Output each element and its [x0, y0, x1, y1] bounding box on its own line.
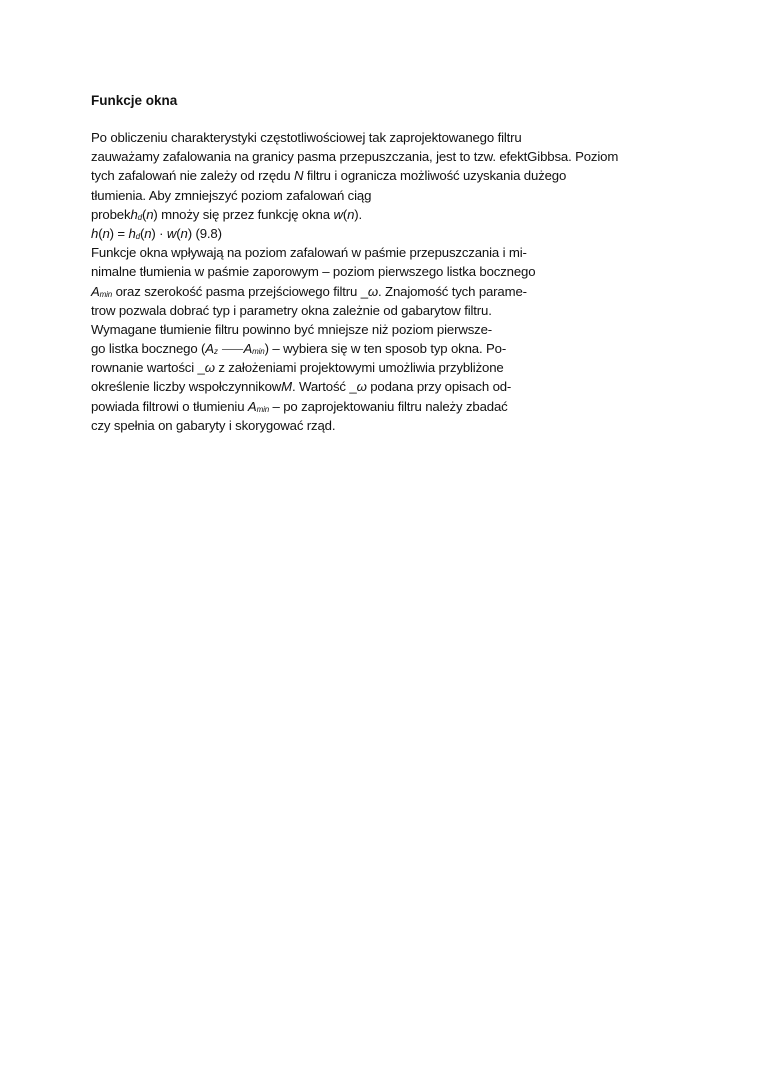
text-run: rownanie wartości _ [91, 360, 205, 376]
text-run: h [130, 206, 138, 222]
text-run: określenie liczby wspołczynnikow [91, 379, 282, 395]
text-run: zauważamy zafalowania na granicy pasma przepuszczania, jest to tzw. efektGibbsa. Poziom [91, 149, 619, 165]
text-line [91, 224, 691, 243]
text-run: – po zaprojektowaniu filtru należy zbadać [269, 398, 508, 414]
text-run: w [166, 225, 177, 241]
text-line [91, 377, 691, 396]
text-run: ω [356, 379, 367, 395]
text-run: czy spełnia on gabaryty i skorygować rząd. [91, 417, 336, 433]
text-run: n [180, 225, 188, 241]
text-run: tych zafalowań nie zależy od rzędu [91, 168, 294, 184]
text-line [91, 339, 691, 358]
text-run: ω [204, 360, 215, 376]
text-run: ) · [151, 225, 167, 241]
text-run: ⸺ [217, 341, 244, 357]
text-run: probek [91, 206, 131, 222]
subscript: min [99, 289, 113, 299]
text-line [91, 205, 691, 224]
text-run: Wymagane tłumienie filtru powinno być mniejsze niż poziom pierwsze- [91, 321, 493, 337]
text-run: A [243, 341, 253, 357]
text-run: A [205, 341, 214, 357]
text-run: w [333, 206, 343, 222]
subscript: min [252, 347, 265, 357]
section-heading: Funkcje okna [91, 93, 178, 108]
text-run: podana przy opisach od- [366, 379, 512, 395]
text-line [91, 282, 691, 301]
text-run: ( [139, 225, 145, 241]
text-line [91, 416, 691, 435]
text-run: ). [354, 206, 363, 222]
text-line [91, 128, 691, 147]
text-line [91, 186, 691, 205]
text-run: A [247, 398, 257, 414]
text-run: ( [176, 225, 181, 241]
text-line [91, 397, 691, 416]
text-run: ) (9.8) [187, 225, 222, 241]
subscript: min [256, 404, 270, 414]
text-run: A [91, 283, 100, 299]
text-run: . Wartość _ [292, 379, 357, 395]
text-run: go listka bocznego ( [91, 341, 206, 357]
text-run: tłumienia. Aby zmniejszyć poziom zafalowań ciąg [91, 187, 372, 203]
text-run: ( [141, 206, 147, 222]
text-line [91, 320, 691, 339]
text-run: ( [342, 206, 348, 222]
text-line [91, 166, 691, 185]
text-run: oraz szerokość pasma przejściowego filtru _ [112, 283, 368, 299]
text-line [91, 243, 691, 262]
text-run: h [91, 225, 99, 241]
subscript: d [135, 231, 140, 241]
text-line [91, 147, 691, 166]
text-run: Funkcje okna wpływają na poziom zafalowań w paśmie przepuszczania i mi- [91, 245, 527, 261]
text-run: filtru i ogranicza możliwość uzyskania dużego [303, 168, 567, 184]
text-run: N [293, 168, 304, 184]
text-run: n [146, 206, 154, 222]
text-line [91, 358, 691, 377]
text-run: ) = [109, 225, 129, 241]
subscript: z [213, 347, 218, 357]
text-line [91, 262, 691, 281]
text-run: z założeniami projektowymi umożliwia przybliżone [214, 360, 504, 376]
text-run: n [144, 225, 152, 241]
text-run: trow pozwala dobrać typ i parametry okna zależnie od gabarytow filtru. [91, 302, 492, 318]
text-run: ω [367, 283, 379, 299]
text-run: Po obliczeniu charakterystyki częstotliwościowej tak zaprojektowanego filtru [91, 130, 522, 145]
text-run: M [281, 379, 293, 395]
text-run: nimalne tłumienia w paśmie zaporowym – poziom pierwszego listka bocznego [91, 264, 536, 280]
text-run: h [128, 225, 136, 241]
text-run: powiada filtrowi o tłumieniu [91, 398, 248, 414]
text-line [91, 301, 691, 320]
text-run: ) mnoży się przez funkcję okna [153, 206, 334, 222]
body-paragraph [91, 128, 691, 435]
text-run: n [102, 225, 110, 241]
text-run: n [347, 206, 355, 222]
text-run: ( [98, 225, 103, 241]
subscript: d [137, 212, 142, 222]
text-run: . Znajomość tych parame- [378, 283, 527, 299]
text-run: ) – wybiera się w ten sposob typ okna. Po- [264, 341, 507, 357]
